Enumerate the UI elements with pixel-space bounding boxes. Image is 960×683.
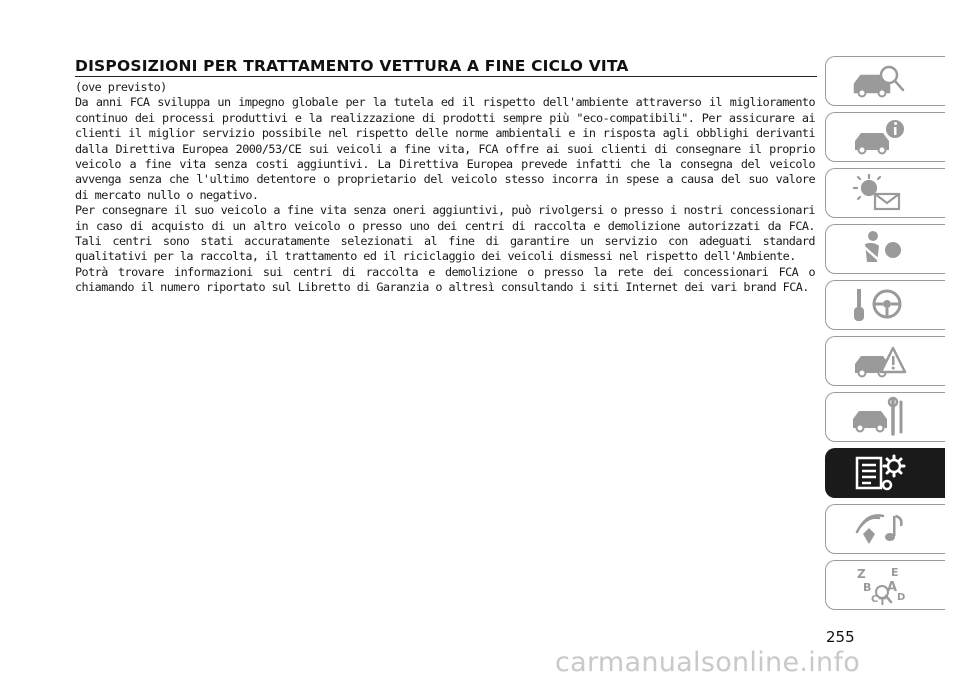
svg-text:A: A (886, 580, 897, 595)
car-info-icon (849, 116, 909, 158)
chapter-tab-starting-driving[interactable] (825, 280, 945, 330)
multimedia-music-icon (849, 508, 909, 550)
car-search-icon (849, 60, 909, 102)
car-maintenance-wrench-icon (849, 396, 909, 438)
document-body (75, 80, 815, 296)
svg-text:C: C (870, 594, 878, 605)
paragraph: Da anni FCA sviluppa un impegno globale per la tutela ed il rispetto dell'ambiente attraverso il miglioramento continuo dei processi produttivi e la realizzazione di prodotti sempre più "eco-compatibili". Per assicurare ai clienti il miglior servizio possibile nel rispetto delle norme ambientali e in risposta agli obblighi derivanti dalla Direttiva Europea 2000/53/CE sui veicoli a fine vita, FCA offre ai suoi clienti di consegnare il proprio veicolo a fine vita senza costi aggiuntivi. La Direttiva Europea prevede infatti che la consegna del veicolo avvenga senza che l'ultimo detentore o proprietario del veicolo stesso incorra in spese a causa del suo valore di mercato nullo o negativo. (75, 95, 815, 202)
warning-light-message-icon (849, 172, 909, 214)
chapter-tab-index[interactable] (825, 560, 945, 610)
svg-text:B: B (862, 581, 871, 594)
svg-text:Z: Z (856, 567, 866, 581)
paragraph: Per consegnare il suo veicolo a fine vita senza oneri aggiuntivi, può rivolgersi o presso i nostri concessionari in caso di acquisto di un altro veicolo o presso uno dei centri di raccolta e demolizione autorizzati da FCA. Tali centri sono stati accuratamente selezionati al fine di garantire un servizio con adeguati standard qualitativi per la raccolta, il trattamento ed il riciclaggio dei veicoli dismessi nel rispetto dell'Ambiente. (75, 203, 815, 264)
page-number: 255 (826, 628, 855, 646)
airbag-seatbelt-icon (849, 228, 909, 270)
chapter-tab-safety[interactable] (825, 224, 945, 274)
paragraph: Potrà trovare informazioni sui centri di raccolta e demolizione o presso la rete dei concessionari FCA o chiamando il numero riportato sul Libretto di Garanzia o altresì consultando i siti Internet dei vari brand FCA. (75, 264, 815, 295)
title-divider (75, 76, 817, 77)
chapter-tab-technical-data[interactable] (825, 448, 945, 498)
chapter-tab-multimedia[interactable] (825, 504, 945, 554)
chapter-tab-instrument-panel[interactable] (825, 112, 945, 162)
key-steering-wheel-icon (849, 284, 909, 326)
chapter-tab-emergency[interactable] (825, 336, 945, 386)
alphabetical-index-icon (849, 564, 909, 606)
page-title: DISPOSIZIONI PER TRATTAMENTO VETTURA A FINE CICLO VITA (75, 57, 629, 75)
subtitle: (ove previsto) (75, 80, 167, 94)
svg-text:E: E (890, 566, 899, 579)
technical-data-gears-icon (849, 452, 909, 494)
svg-text:D: D (896, 592, 905, 603)
watermark: carmanualsonline.info (555, 647, 861, 678)
car-emergency-icon (849, 340, 909, 382)
chapter-tab-warning-lights[interactable] (825, 168, 945, 218)
svg-text:T: T (878, 597, 886, 606)
chapter-tab-servicing[interactable] (825, 392, 945, 442)
chapter-tab-knowing-car[interactable] (825, 56, 945, 106)
